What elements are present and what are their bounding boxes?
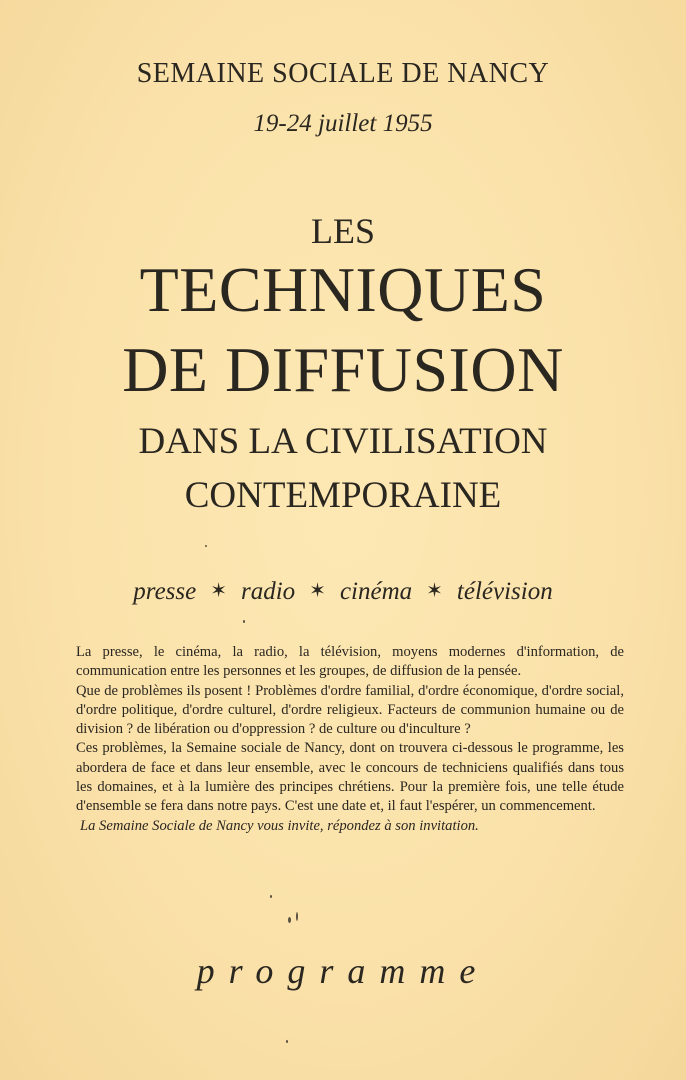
event-title: SEMAINE SOCIALE DE NANCY [136,58,550,89]
paper-speck [205,545,207,547]
title-line-techniques: TECHNIQUES [139,254,547,325]
media-item-cinema: cinéma [339,578,413,605]
title-line-contemporaine: CONTEMPORAINE [184,475,502,516]
media-list [0,578,686,606]
event-date: 19-24 juillet 1955 [253,110,433,137]
paper-speck [286,1040,288,1043]
body-text [76,643,624,836]
paper-speck [288,917,291,923]
programme-heading: programme [196,951,490,991]
title-line-les: LES [310,211,375,251]
title-line-civilisation: DANS LA CIVILISATION [138,421,548,462]
star-icon: ✶ [426,580,443,602]
body-paragraph: Ces problèmes, la Semaine sociale de Nancy, dont on trouvera ci-dessous le programme, les abordera de face et dans leur ensemble, avec le concours de techniciens qualifiés dans tous les domaines, et à la lumière des principes chrétiens. Pour la première fois, une telle étude d'ensemble se fera dans notre pays. C'est une date et, il faut l'espérer, un commencement. [76,740,624,815]
media-item-television: télévision [456,578,553,605]
title-line-diffusion: DE DIFFUSION [122,334,564,405]
star-icon: ✶ [210,580,227,602]
paper-speck [243,620,245,623]
paper-speck [296,912,298,921]
body-paragraph: La presse, le cinéma, la radio, la télévision, moyens modernes d'information, de communication entre les personnes et les groupes, de diffusion de la pensée. [76,644,624,680]
star-icon: ✶ [309,580,326,602]
media-item-radio: radio [240,578,296,605]
body-paragraph: Que de problèmes ils posent ! Problèmes d'ordre familial, d'ordre économique, d'ordre social, d'ordre politique, d'ordre culturel, d'ordre religieux. Facteurs de communion humaine ou de division ? de libération ou d'oppression ? de culture ou d'inculture ? [76,682,624,738]
paper-speck [270,895,272,898]
media-item-presse: presse [133,578,197,605]
invitation-line: La Semaine Sociale de Nancy vous invite, répondez à son invitation. [80,817,479,834]
